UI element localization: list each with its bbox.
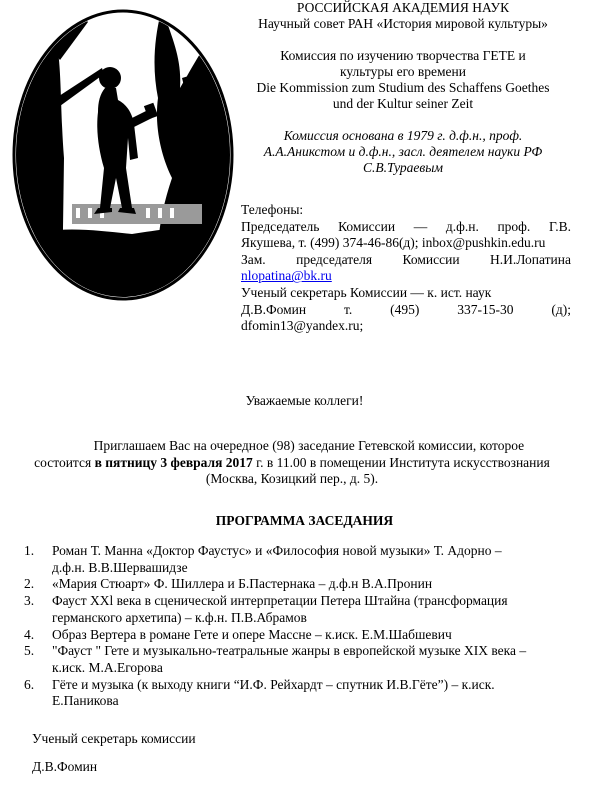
deputy-line-1: Зам. председателя Комиссии Н.И.Лопатина [241,251,571,267]
program-item-5: 5. "Фауст " Гете и музыкально-театральные жанры в европейской музыке XIX века – к.иск. М.А.Егорова [24,643,527,675]
chair-line-2: Якушева, т. (499) 374-46-86(д); inbox@pushkin.edu.ru [241,235,546,251]
invitation-line-3: (Москва, Козицкий пер., д. 5). [205,471,379,486]
invitation-paragraph [8,438,576,488]
contacts-title: Телефоны: [241,202,304,217]
founded-note-3: С.В.Тураевым [362,160,444,175]
secretary-line-2: Д.В.Фомин т. (495) 337-15-30 (д); [241,301,571,317]
invitation-line-2: состоится в пятницу 3 февраля 2017 г. в 11.00 в помещении Института искусствознания [34,454,550,470]
signature-title: Ученый секретарь комиссии [32,731,196,746]
founded-note-2: А.А.Аникстом и д.ф.н., засл. деятелем науки РФ [263,144,543,159]
founded-note-1: Комиссия основана в 1979 г. д.ф.н., проф. [283,128,523,143]
contacts-block [241,202,571,335]
program-item-6: 6. Гёте и музыка (к выходу книги “И.Ф. Рейхардт – спутник И.В.Гёте”) – к.иск. Е.Паникова [24,676,495,709]
commission-name-de-1: Die Kommission zum Studium des Schaffens Goethes [256,80,550,95]
secretary-email: dfomin13@yandex.ru; [241,318,364,334]
program-item-3: 3. Фауст XXl века в сценической интерпретации Петера Штайна (трансформация германского архетипа) – к.ф.н. П.В.Абрамов [24,593,508,625]
secretary-line-1: Ученый секретарь Комиссии — к. ист. наук [241,284,492,300]
goethe-silhouette-emblem [12,8,234,303]
program-item-2: 2. «Мария Стюарт» Ф. Шиллера и Б.Пастернака – д.ф.н В.А.Пронин [24,576,433,592]
commission-name-de-2: und der Kultur seiner Zeit [332,96,474,111]
program-list [24,543,584,710]
commission-name-ru-2: культуры его времени [340,64,466,79]
academy-name: РОССИЙСКАЯ АКАДЕМИЯ НАУК [296,0,510,15]
council-name: Научный совет РАН «История мировой культуры» [258,16,548,31]
chair-line-1: Председатель Комиссии — д.ф.н. проф. Г.В. [241,218,571,234]
meeting-date: в пятницу 3 февраля 2017 [94,454,253,470]
greeting: Уважаемые коллеги! [245,393,364,408]
program-item-1: 1. Роман Т. Манна «Доктор Фаустус» и «Философия новой музыки» Т. Адорно – д.ф.н. В.В.Шервашидзе [24,543,502,575]
invitation-line-1: Приглашаем Вас на очередное (98) заседание Гетевской комиссии, которое [93,438,525,453]
letterhead [228,0,578,176]
program-title: ПРОГРАММА ЗАСЕДАНИЯ [215,513,394,528]
deputy-email-link[interactable]: nlopatina@bk.ru [241,268,332,284]
program-item-4: 4. Образ Вертера в романе Гете и опере Массне – к.иск. Е.М.Шабшевич [24,626,452,642]
commission-name-ru-1: Комиссия по изучению творчества ГЕТЕ и [280,48,526,63]
signature-name: Д.В.Фомин [32,759,98,774]
